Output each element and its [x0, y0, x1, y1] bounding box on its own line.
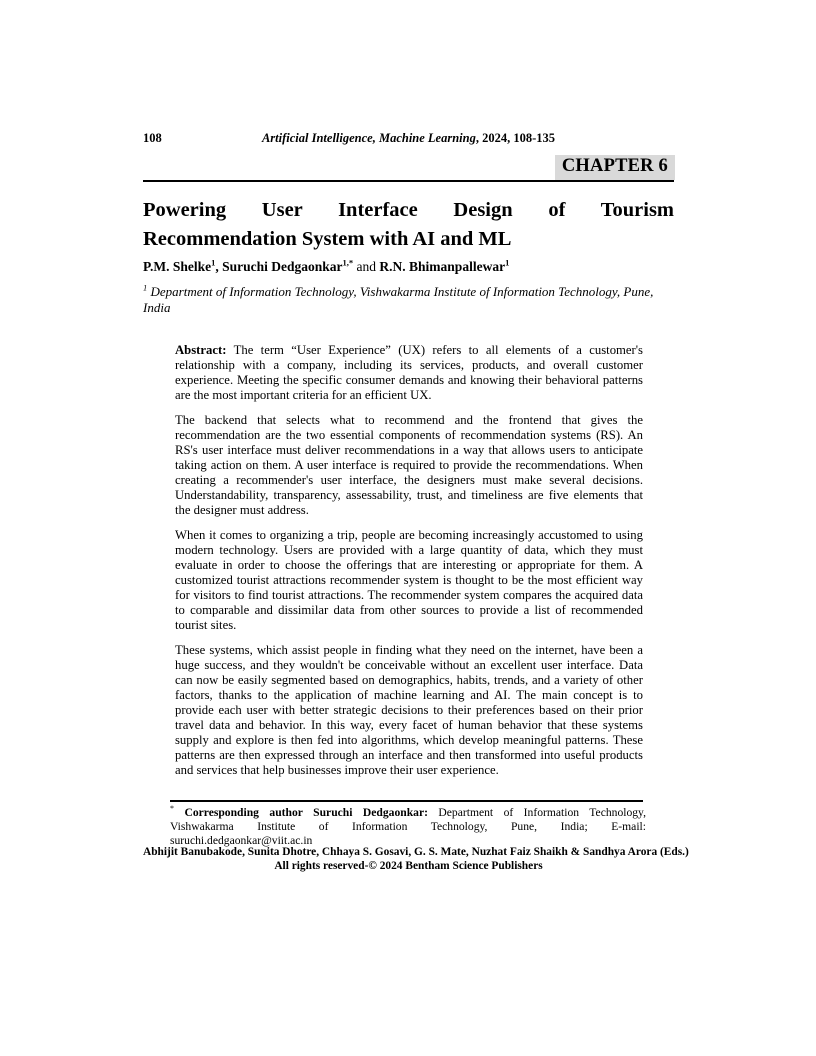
- chapter-label: CHAPTER 6: [555, 155, 675, 180]
- authors-text: R.N. Bhimanpallewar: [379, 259, 506, 274]
- footnote-marker: *: [170, 804, 174, 814]
- author-affiliation-marker: 1,*: [342, 257, 354, 268]
- journal-title: Artificial Intelligence, Machine Learning: [261, 131, 476, 145]
- chapter-title-line-1: Powering User Interface Design of Tourism: [143, 199, 674, 221]
- chapter-title-line-2: Recommendation System with AI and ML: [143, 228, 512, 250]
- footnote-bold-text: Corresponding author Suruchi Dedgaonkar:: [184, 806, 428, 819]
- running-head: [143, 131, 674, 146]
- abstract-paragraph: [175, 343, 643, 403]
- abstract-label: Abstract:: [175, 343, 227, 357]
- affiliation-marker: 1: [143, 282, 148, 293]
- authors-text: and: [353, 259, 380, 274]
- corresponding-author-footnote: [170, 806, 646, 848]
- body-paragraph-1: The backend that selects what to recommend and the frontend that gives the recommendation are the two essential components of recommendation systems (RS). An RS's user interface must deliver recommendations in a way that allows users to anticipate taking action on them. A user interface is required to provide the recommendations. When creating a recommender's user interface, the designers must make several decisions. Understandability, transparency, assessability, trust, and timeliness are five elements that the designer must address.: [175, 413, 643, 517]
- journal-citation-pages: , 2024, 108-135: [475, 131, 556, 145]
- editors-line: Abhijit Banubakode, Sunita Dhotre, Chhaya S. Gosavi, G. S. Mate, Nuzhat Faiz Shaikh & Sandhya Arora (Eds.): [143, 846, 689, 858]
- affiliation: [143, 284, 674, 316]
- authors-line: [143, 259, 674, 275]
- authors-text: Suruchi Dedgaonkar: [222, 259, 343, 274]
- abstract-text: The term “User Experience” (UX) refers to all elements of a customer's relationship with a company, including its services, products, and overall customer experience. Meeting the specific consumer demands and knowing their behavioral patterns are the most important criteria for an efficient UX.: [175, 343, 643, 402]
- chapter-title: [143, 196, 674, 254]
- author-affiliation-marker: 1: [505, 257, 510, 268]
- page-number: 108: [143, 131, 162, 145]
- rights-line: All rights reserved-© 2024 Bentham Science Publishers: [274, 859, 543, 872]
- body-paragraph-2: When it comes to organizing a trip, people are becoming increasingly accustomed to using modern technology. Users are provided with a large quantity of data, which they must evaluate in order to choose the offerings that are interesting or appropriate for them. A customized tourist attractions recommender system is thought to be the most efficient way for visitors to find tourist attractions. The recommender system compares the acquired data to comparable and dissimilar data from other sources to provide a list of recommended tourist sites.: [175, 528, 643, 632]
- footnote-text: Department of Information Technology, Vishwakarma Institute of Information Technology, Pune, India; E-mail:: [170, 806, 646, 833]
- body-text: [175, 343, 643, 788]
- author-affiliation-marker: 1: [211, 257, 216, 268]
- body-paragraph-3: These systems, which assist people in finding what they need on the internet, have been a huge success, and they wouldn't be conceivable without an excellent user interface. Data can now be easily segmented based on demographics, habits, trends, and a variety of other factors, thanks to the application of machine learning and AI. The main concept is to provide each user with better strategic decisions to their preferences based on their prior travel data and behavior. In this way, every facet of human behavior that these systems supply and explore is then fed into algorithms, which develop meaningful patterns. These patterns are then expressed through an interface and then transformed into useful products and services that help businesses improve their user experience.: [175, 643, 643, 777]
- authors-text: ,: [215, 259, 223, 274]
- journal-citation: [143, 131, 674, 146]
- email-text: suruchi.dedgaonkar@viit.ac.in: [170, 834, 313, 847]
- header-rule: [143, 180, 674, 182]
- authors-text: P.M. Shelke: [143, 259, 212, 274]
- footnote-rule: [170, 800, 643, 802]
- affiliation-text: Department of Information Technology, Vishwakarma Institute of Information Technology, Pune, India: [143, 284, 654, 315]
- copyright-footer: [143, 846, 689, 873]
